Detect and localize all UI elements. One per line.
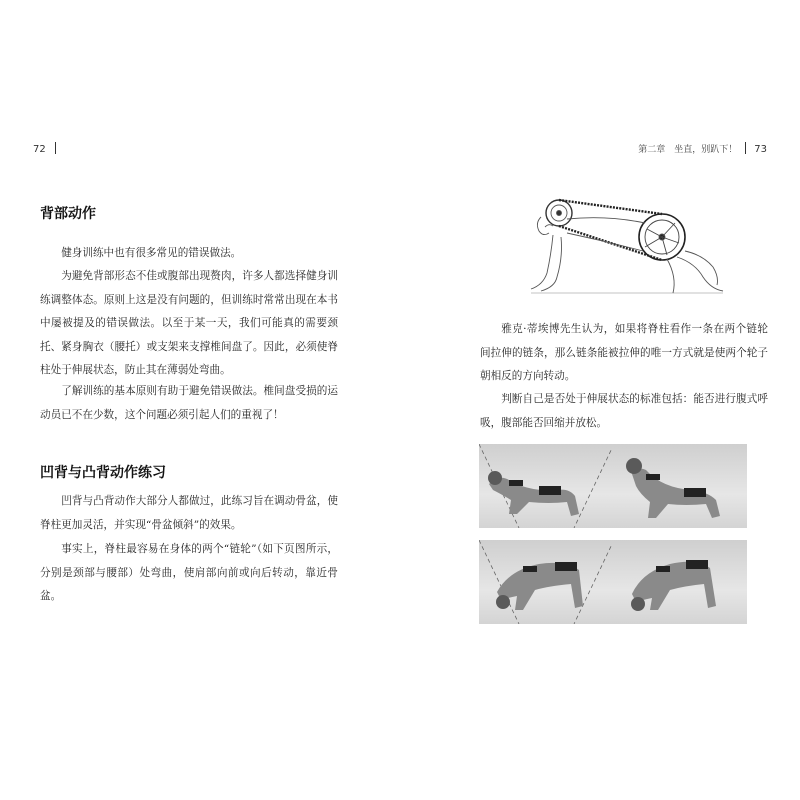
cat-cow-exercise-photo-4 [612,540,747,624]
right-page-folio [638,142,767,157]
folio-divider [745,142,746,154]
cat-cow-exercise-photo-2 [612,444,747,528]
paragraph: 雅克·蒂埃博先生认为，如果将脊柱看作一条在两个链轮间拉伸的链条，那么链条能被拉伸的唯一方式就是使两个轮子朝相反的方向转动。 [480,323,768,382]
cat-cow-exercise-photo-1 [479,444,614,528]
paragraph: 为避免背部形态不佳或腹部出现赘肉，许多人都选择健身训练调整体态。原则上这是没有问题的，但训练时常常出现在本书中屡被提及的错误做法。以至于某一天，我们可能真的需要颈托、紧身胸衣（腰托）或支架来支撑椎间盘了。因此，必须使脊柱处于伸展状态，防止其在薄弱处弯曲。 [40,270,338,376]
paragraph: 健身训练中也有很多常见的错误做法。 [61,247,242,259]
chain-sprocket-sketch [527,193,727,299]
paragraph: 判断自己是否处于伸展状态的标准包括：能否进行腹式呼吸，腹部能否回缩并放松。 [480,393,768,429]
paragraph: 事实上，脊柱最容易在身体的两个“链轮”（如下页图所示，分别是颈部与腰部）处弯曲，使肩部向前或向后转动，靠近骨盆。 [40,543,338,602]
paragraph: 凹背与凸背动作大部分人都做过，此练习旨在调动骨盆，使脊柱更加灵活，并实现“骨盆倾斜”的效果。 [40,495,338,531]
folio-divider [55,142,56,154]
page-number-left: 72 [33,144,46,155]
page-number-right: 73 [754,144,767,155]
section-heading-cat-cow: 凹背与凸背动作练习 [40,465,166,481]
section-heading-back-movements: 背部动作 [40,206,96,222]
left-page-folio [33,142,56,157]
cat-cow-exercise-photo-3 [479,540,614,624]
running-head-chapter: 第二章 坐直，别趴下！ [638,145,738,155]
paragraph: 了解训练的基本原则有助于避免错误做法。椎间盘受损的运动员已不在少数，这个问题必须引起人们的重视了！ [40,385,338,421]
